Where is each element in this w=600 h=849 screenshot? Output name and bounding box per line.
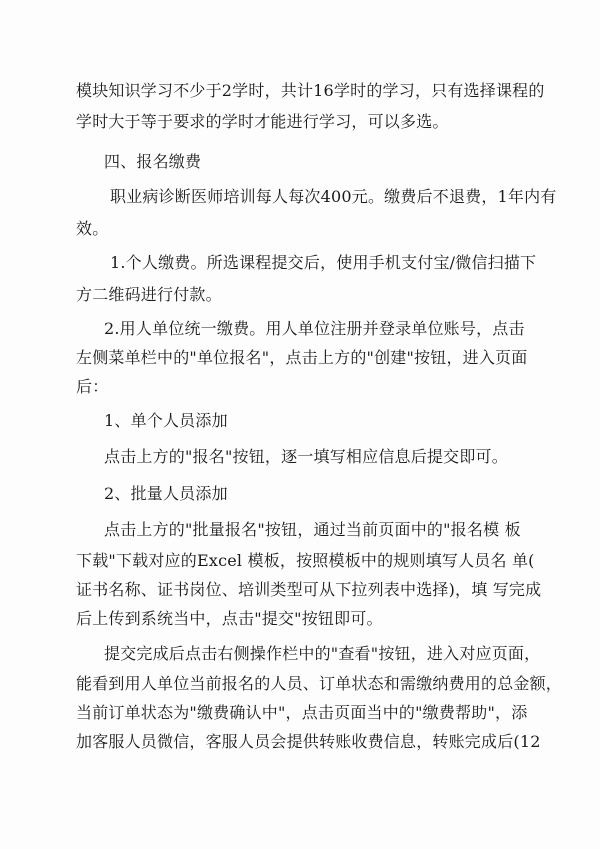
- text-line-8: 2.用人单位统一缴费。用人单位注册并登录单位账号，点击: [104, 319, 525, 338]
- text-line-19: 能看到用人单位当前报名的人员、订单状态和需缴纳费用的总金额，: [76, 674, 563, 693]
- text-line-12: 点击上方的"报名"按钮，逐一填写相应信息后提交即可。: [104, 447, 508, 466]
- text-line-2: 学时大于等于要求的学时才能进行学习，可以多选。: [76, 112, 449, 131]
- subheading-single: 1、单个人员添加: [104, 411, 228, 430]
- text-line-15: 下载"下载对应的Excel 模板，按照模板中的规则填写人员名 单(: [76, 551, 535, 570]
- text-line-10: 后：: [76, 377, 109, 396]
- section-heading: 四、报名缴费: [104, 152, 202, 171]
- text-line-5: 效。: [76, 219, 109, 238]
- text-line-9: 左侧菜单栏中的"单位报名"，点击上方的"创建"按钮，进入页面: [76, 348, 528, 367]
- text-line-18: 提交完成后点击右侧操作栏中的"查看"按钮，进入对应页面，: [104, 644, 541, 663]
- text-line-7: 方二维码进行付款。: [76, 285, 222, 304]
- subheading-batch: 2、批量人员添加: [104, 484, 228, 503]
- text-line-14: 点击上方的"批量报名"按钮，通过当前页面中的"报名模 板: [104, 520, 521, 539]
- text-line-16: 证书名称、证书岗位、培训类型可从下拉列表中选择)，填 写完成: [76, 580, 542, 599]
- text-line-21: 加客服人员微信，客服人员会提供转账收费信息，转账完成后(12: [76, 732, 541, 751]
- text-line-20: 当前订单状态为"缴费确认中"，点击页面当中的"缴费帮助"，添: [76, 703, 528, 722]
- text-line-17: 后上传到系统当中，点击"提交"按钮即可。: [76, 609, 383, 628]
- text-line-1: 模块知识学习不少于2学时，共计16学时的学习，只有选择课程的: [76, 81, 545, 100]
- text-line-4: 职业病诊断医师培训每人每次400元。缴费后不退费，1年内有: [110, 187, 557, 206]
- text-line-6: 1.个人缴费。所选课程提交后，使用手机支付宝/微信扫描下: [110, 253, 537, 272]
